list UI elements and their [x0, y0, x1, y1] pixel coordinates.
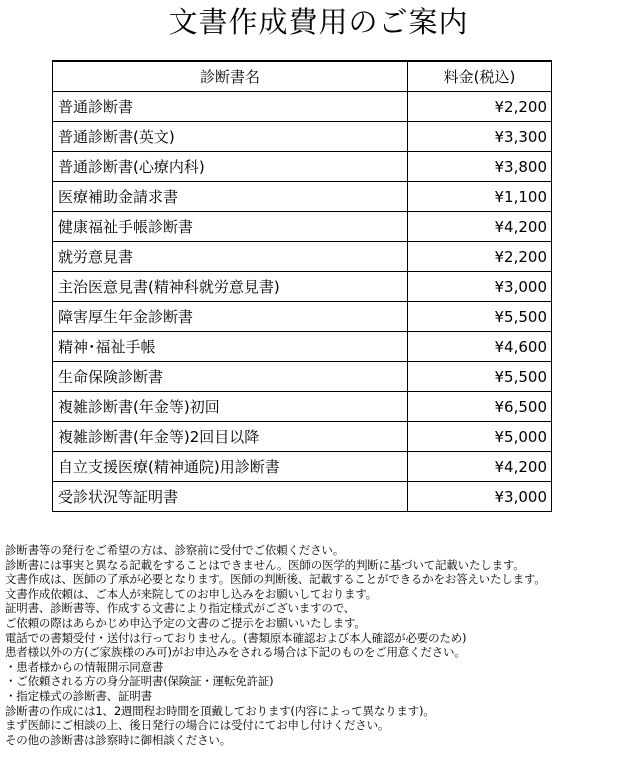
- table-row: [53, 152, 552, 182]
- document-name-cell: 主治医意見書(精神科就労意見書): [53, 272, 408, 302]
- price-cell: ¥3,300: [408, 122, 552, 152]
- document-name-cell: 生命保険診断書: [53, 362, 408, 392]
- note-line: 証明書、診断書等、作成する文書により指定様式がございますので、: [5, 601, 356, 616]
- price-cell: ¥5,500: [408, 302, 552, 332]
- document-name-cell: 複雑診断書(年金等)初回: [53, 392, 408, 422]
- price-cell: ¥6,500: [408, 392, 552, 422]
- table-row: [53, 362, 552, 392]
- note-line: 診断書の作成には1、2週間程お時間を頂戴しております(内容によって異なります)。: [5, 703, 435, 718]
- document-name-cell: 普通診断書(心療内科): [53, 152, 408, 182]
- table-header-row: [53, 61, 552, 92]
- table-row: [53, 302, 552, 332]
- note-line: 診断書には事実と異なる記載をすることはできません。医師の医学的判断に基づいて記載いたします。: [5, 557, 525, 572]
- table-row: [53, 392, 552, 422]
- page-title: 文書作成費用のご案内: [168, 5, 469, 39]
- note-line: 診断書等の発行をご希望の方は、診察前に受付でご依頼ください。: [5, 543, 344, 557]
- note-line: 電話での書類受付・送付は行っておりません。(書類原本確認および本人確認が必要のため): [5, 630, 467, 645]
- price-cell: ¥5,000: [408, 422, 552, 452]
- table-row: [53, 482, 552, 512]
- price-cell: ¥3,000: [408, 272, 552, 302]
- note-line: ・患者様からの情報開示同意書: [5, 659, 164, 674]
- note-line: まず医師にご相談の上、後日発行の場合には受付にてお申し付けください。: [5, 718, 390, 733]
- table-row: [53, 452, 552, 482]
- table-row: [53, 182, 552, 212]
- note-line: 文書作成依頼は、ご本人が来院してのお申し込みをお願いしております。: [5, 586, 377, 601]
- column-header-price: 料金(税込): [408, 61, 552, 92]
- table-row: [53, 212, 552, 242]
- price-cell: ¥2,200: [408, 92, 552, 122]
- document-name-cell: 障害厚生年金診断書: [53, 302, 408, 332]
- note-line: 患者様以外の方(ご家族様のみ可)がお申込みをされる場合は下記のものをご用意ください。: [5, 645, 466, 660]
- column-header-document-name: 診断書名: [53, 61, 408, 92]
- note-line: ご依頼の際はあらかじめ申込予定の文書のご提示をお願いいたします。: [5, 615, 366, 630]
- price-cell: ¥5,500: [408, 362, 552, 392]
- price-cell: ¥4,200: [408, 212, 552, 242]
- note-line: 文書作成は、医師の了承が必要となります。医師の判断後、記載することができるかをお答えいたします。: [5, 572, 546, 587]
- note-line: その他の診断書は診察時に御相談ください。: [5, 732, 231, 747]
- price-cell: ¥4,200: [408, 452, 552, 482]
- table-row: [53, 92, 552, 122]
- document-name-cell: 精神･福祉手帳: [53, 332, 408, 362]
- document-name-cell: 受診状況等証明書: [53, 482, 408, 512]
- price-cell: ¥3,000: [408, 482, 552, 512]
- price-cell: ¥1,100: [408, 182, 552, 212]
- fee-table: [52, 60, 552, 512]
- document-name-cell: 普通診断書: [53, 92, 408, 122]
- table-row: [53, 242, 552, 272]
- document-name-cell: 自立支援医療(精神通院)用診断書: [53, 452, 408, 482]
- price-cell: ¥2,200: [408, 242, 552, 272]
- document-name-cell: 健康福祉手帳診断書: [53, 212, 408, 242]
- note-line: ・ご依頼される方の身分証明書(保険証・運転免許証): [5, 674, 274, 689]
- note-line: ・指定様式の診断書、証明書: [5, 688, 152, 703]
- table-row: [53, 422, 552, 452]
- document-name-cell: 就労意見書: [53, 242, 408, 272]
- fee-table-body: [53, 92, 552, 512]
- notes-section: [5, 543, 635, 747]
- table-row: [53, 122, 552, 152]
- price-cell: ¥4,600: [408, 332, 552, 362]
- table-row: [53, 332, 552, 362]
- table-row: [53, 272, 552, 302]
- document-name-cell: 普通診断書(英文): [53, 122, 408, 152]
- document-name-cell: 複雑診断書(年金等)2回目以降: [53, 422, 408, 452]
- price-cell: ¥3,800: [408, 152, 552, 182]
- document-name-cell: 医療補助金請求書: [53, 182, 408, 212]
